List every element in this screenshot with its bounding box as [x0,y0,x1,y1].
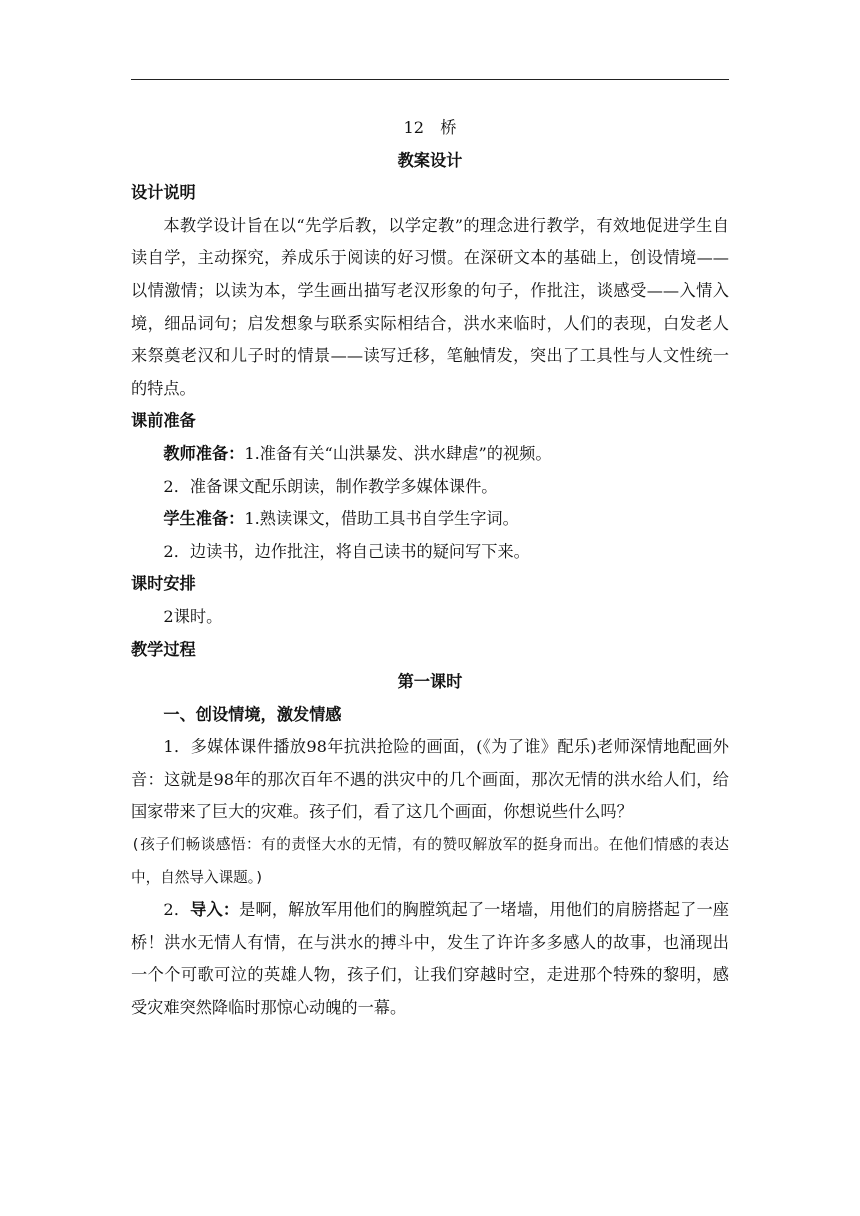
step2-text: 是啊，解放军用他们的胸膛筑起了一堵墙，用他们的肩膀搭起了一座桥！洪水无情人有情，在与洪水的搏斗中，发生了许许多多感人的故事，也涌现出一个个可歌可泣的英雄人物，孩子们，让我们穿越时空，走进那个特殊的黎明，感受灾难突然降临时那惊心动魄的一幕。 [131,900,729,1018]
teacher-prep-item-1: 1.准备有关“山洪暴发、洪水肆虐”的视频。 [244,443,552,463]
first-lesson-heading: 第一课时 [397,672,463,692]
time-text: 2课时。 [163,606,223,626]
teacher-prep-item-2: 2．准备课文配乐朗读，制作教学多媒体课件。 [163,476,498,496]
step2-paragraph [131,894,729,1024]
document-body [131,112,729,1025]
header-rule [131,79,729,80]
step1-heading: 一、创设情境，激发情感 [163,704,342,724]
student-prep-item-1: 1.熟读课文，借助工具书自学生字词。 [244,509,519,529]
section-heading-process: 教学过程 [131,639,196,659]
student-prep-1 [131,503,729,536]
section-heading-prep: 课前准备 [131,411,196,431]
teacher-prep-label: 教师准备： [163,443,245,463]
step1-note: (孩子们畅谈感悟：有的责怪大水的无情，有的赞叹解放军的挺身而出。在他们情感的表达中，自然导入课题。) [131,836,729,886]
step2-label: 导入： [190,900,240,920]
student-prep-label: 学生准备： [163,509,245,529]
step2-number: 2． [163,900,191,920]
document-subtitle: 教案设计 [397,150,463,170]
section-heading-time: 课时安排 [131,574,196,594]
lesson-title: 12 桥 [403,118,457,137]
section-heading-design: 设计说明 [131,183,196,203]
design-paragraph: 本教学设计旨在以“先学后教，以学定教”的理念进行教学，有效地促进学生自读自学，主动探究，养成乐于阅读的好习惯。在深研文本的基础上，创设情境——以情激情；以读为本，学生画出描写老汉形象的句子，作批注，谈感受——入情入境，细品词句；启发想象与联系实际相结合，洪水来临时，人们的表现，白发老人来祭奠老汉和儿子时的情景——读写迁移，笔触情发，突出了工具性与人文性统一的特点。 [131,215,729,398]
teacher-prep-1 [131,438,729,471]
student-prep-item-2: 2．边读书，边作批注，将自己读书的疑问写下来。 [163,541,530,561]
step1-paragraph: 1．多媒体课件播放98年抗洪抢险的画面，(《为了谁》配乐)老师深情地配画外音：这就是98年的那次百年不遇的洪灾中的几个画面，那次无情的洪水给人们，给国家带来了巨大的灾难。孩子们，看了这几个画面，你想说些什么吗？ [131,737,729,822]
